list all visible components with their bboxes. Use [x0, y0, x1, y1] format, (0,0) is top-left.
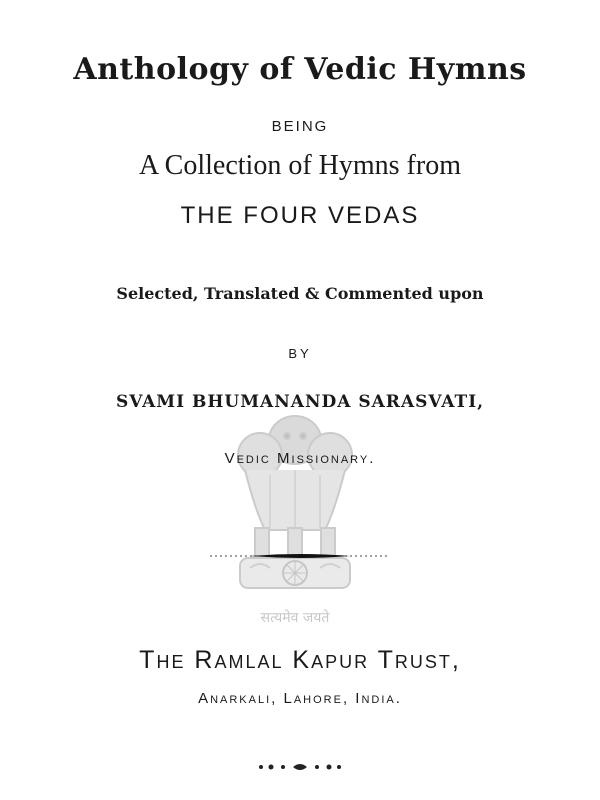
author-name: SVAMI BHUMANANDA SARASVATI,	[115, 392, 485, 412]
publisher-name: The Ramlal Kapur Trust,	[139, 646, 461, 674]
author-vocation: Vedic Missionary.	[224, 450, 376, 467]
ashoka-emblem-watermark-icon	[215, 400, 375, 640]
floral-ornament-icon	[255, 762, 345, 772]
selected-translated-line: Selected, Translated & Commented upon	[116, 284, 484, 303]
subtitle-vedas: THE FOUR VEDAS	[180, 202, 420, 229]
book-title: Anthology of Vedic Hymns	[73, 52, 527, 87]
by-label: BY	[288, 346, 312, 361]
subtitle-collection: A Collection of Hymns from	[139, 150, 461, 181]
publisher-place: Anarkali, Lahore, India.	[198, 690, 402, 707]
being-label: BEING	[271, 118, 329, 135]
ornamental-rule-icon	[210, 552, 390, 560]
emblem-motto: सत्यमेव जयते	[260, 610, 330, 626]
